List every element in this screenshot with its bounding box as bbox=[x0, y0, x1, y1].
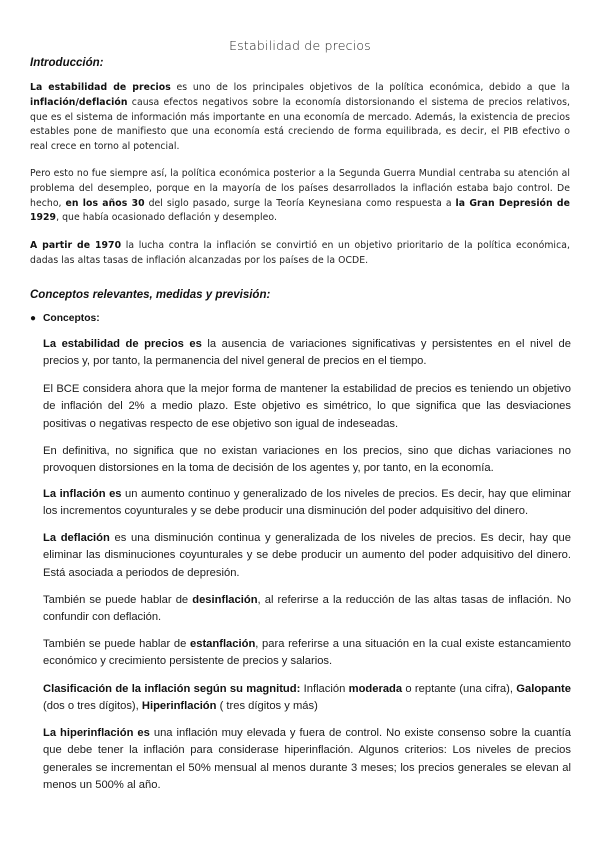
text-run: la lucha contra la inflación se convirtió en un objetivo prioritario de la política económica, dadas las altas tasas de inflación alcanzadas por los países de la OCDE. bbox=[30, 240, 570, 266]
concept-paragraph bbox=[43, 486, 571, 521]
bold-text-run: inflación/deflación bbox=[30, 96, 128, 108]
text-run: un aumento continuo y generalizado de los niveles de precios. Es decir, hay que eliminar los incrementos coyunturales y se debe producir una disminución del poder adquisitivo del dinero. bbox=[43, 488, 571, 518]
text-run: El BCE considera ahora que la mejor forma de mantener la estabilidad de precios es teniendo un objetivo de inflación del 2% a medio plazo. Este objetivo es simétrico, lo que significa que las desviaciones positivas o negativas respecto de ese objetivo son igual de indeseadas. bbox=[43, 383, 571, 430]
bold-text-run: estanflación bbox=[190, 638, 256, 650]
bold-text-run: La estabilidad de precios es bbox=[43, 338, 202, 350]
concept-paragraph bbox=[43, 592, 571, 627]
text-run: ( tres dígitos y más) bbox=[216, 700, 318, 713]
text-run: o reptante (una cifra), bbox=[402, 683, 517, 695]
text-run: En definitiva, no significa que no existan variaciones en los precios, sino que dichas variaciones no provoquen distorsiones en la toma de decisión de los agentes y, por tanto, en la economía. bbox=[43, 445, 571, 475]
bold-text-run: desinflación bbox=[192, 594, 258, 606]
bold-text-run: La estabilidad de precios bbox=[30, 82, 171, 93]
text-run: Pero esto no fue siempre así, la política económica posterior a la Segunda Guerra Mundial centraba su atención al problema del desempleo, porque en la mayoría de los países desarrollados la inflación estaba bajo control. De hecho, bbox=[30, 168, 570, 209]
text-run: , para referirse a una situación en la cual existe estancamiento económico y crecimiento persistente de precios y salarios. bbox=[43, 638, 571, 668]
bold-text-run: Hiperinflación bbox=[141, 700, 217, 713]
concept-paragraph bbox=[43, 681, 571, 716]
concept-paragraph bbox=[43, 336, 571, 371]
bullet-label: Conceptos: bbox=[43, 313, 100, 324]
text-run: es uno de los principales objetivos de la política económica, debido a que la bbox=[170, 82, 570, 93]
concept-paragraph bbox=[43, 530, 571, 582]
text-run: es una disminución continua y generalizada de los niveles de precios. Es decir, hay que eliminar las disminuciones coyunturales y se debe producir un aumento del poder adquisitivo del dinero. Está asociada a periodos de depresión. bbox=[43, 532, 571, 579]
concept-paragraph bbox=[43, 381, 571, 433]
bold-text-run: Clasificación de la inflación según su magnitud: bbox=[43, 683, 301, 695]
text-run: una inflación muy elevada y fuera de control. No existe consenso sobre la cuantía que debe tener la inflación para considerase hiperinflación. Algunos criterios: Los niveles de precios generales se incrementan el 50% mensual al menos durante 3 meses; los precios generales se elevan al menos un 500% al año. bbox=[43, 727, 571, 791]
bullet-dot: ● bbox=[30, 313, 37, 324]
document-title: Estabilidad de precios bbox=[229, 38, 371, 53]
concept-paragraph bbox=[43, 725, 571, 794]
text-run: , que había ocasionado deflación y desempleo. bbox=[56, 212, 277, 224]
bold-text-run: moderada bbox=[348, 683, 403, 695]
concepts-heading: Conceptos relevantes, medidas y previsión: bbox=[30, 289, 271, 301]
intro-heading: Introducción: bbox=[30, 57, 104, 69]
text-run: , al referirse a la reducción de las altas tasas de inflación. No confundir con deflación. bbox=[43, 594, 571, 624]
concept-paragraph bbox=[43, 443, 571, 478]
text-run: (dos o tres dígitos), bbox=[43, 700, 142, 713]
intro-paragraph-2 bbox=[30, 167, 570, 226]
bold-text-run: La inflación es bbox=[43, 488, 122, 500]
bold-text-run: A partir de 1970 bbox=[30, 240, 122, 251]
text-run: Inflación bbox=[300, 683, 349, 695]
text-run: del siglo pasado, surge la Teoría Keynesiana como respuesta a bbox=[144, 197, 456, 209]
intro-paragraph-1 bbox=[30, 81, 570, 155]
text-run: También se puede hablar de bbox=[43, 638, 190, 650]
intro-paragraph-3 bbox=[30, 239, 570, 269]
bold-text-run: La hiperinflación es bbox=[43, 727, 150, 739]
bold-text-run: Galopante bbox=[516, 683, 571, 695]
concept-paragraph bbox=[43, 636, 571, 671]
bold-text-run: La deflación bbox=[43, 532, 110, 544]
bold-text-run: en los años 30 bbox=[65, 197, 145, 209]
text-run: causa efectos negativos sobre la economía distorsionando el sistema de precios relativos, que es el sistema de información más importante en una economía de mercado. Además, la existencia de precios estables pone de manifiesto que una economía está creciendo de forma equilibrada, es decir, el PIB efectivo o real crece en torno al potencial. bbox=[30, 96, 570, 153]
text-run: También se puede hablar de bbox=[43, 594, 193, 606]
text-run: la ausencia de variaciones significativas y persistentes en el nivel de precios y, por tanto, la permanencia del nivel general de precios en el tiempo. bbox=[43, 338, 571, 368]
bold-text-run: la Gran Depresión de 1929 bbox=[30, 197, 570, 224]
